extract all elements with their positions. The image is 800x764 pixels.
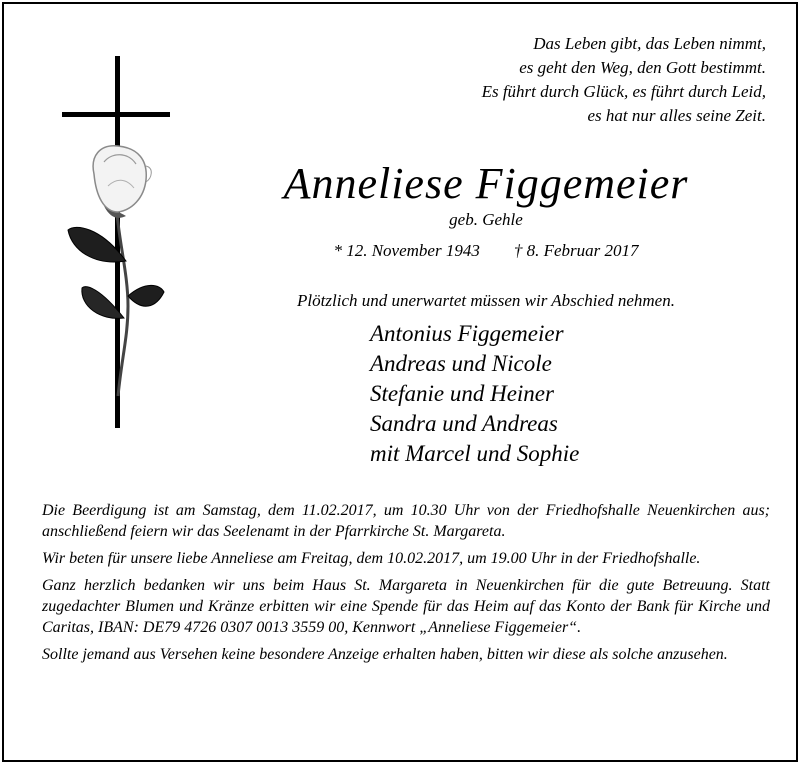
poem-line: es geht den Weg, den Gott bestimmt. bbox=[519, 58, 766, 77]
deceased-name: Anneliese Figgemeier bbox=[283, 159, 689, 208]
cross-with-rose-icon bbox=[60, 56, 170, 436]
mourner: Antonius Figgemeier bbox=[370, 321, 564, 346]
life-dates bbox=[226, 239, 746, 263]
prayer-paragraph: Wir beten für unsere liebe Anneliese am Freitag, dem 10.02.2017, um 19.00 Uhr in der Friedhofshalle. bbox=[42, 550, 701, 567]
mourners-list bbox=[370, 319, 579, 469]
rose-bud bbox=[93, 146, 146, 212]
mourner: Sandra und Andreas bbox=[370, 411, 558, 436]
thanks-paragraph: Ganz herzlich bedanken wir uns beim Haus St. Margareta in Neuenkirchen für die gute Betreuung. Statt zugedachter Blumen und Kränze erbitten wir eine Spende für das Heim auf das Konto der Bank für Kirche und Caritas, IBAN: DE79 4726 0307 0013 3559 00, Kennwort „Anneliese Figgemeier“. bbox=[42, 577, 770, 636]
mourner: Andreas und Nicole bbox=[370, 351, 552, 376]
obituary-notice bbox=[2, 2, 798, 762]
rose-leaf bbox=[128, 285, 164, 306]
poem bbox=[482, 32, 766, 128]
farewell-line: Plötzlich und unerwartet müssen wir Abschied nehmen. bbox=[297, 291, 675, 310]
death-date: † 8. Februar 2017 bbox=[513, 241, 639, 260]
poem-line: es hat nur alles seine Zeit. bbox=[587, 106, 766, 125]
birth-name: geb. Gehle bbox=[449, 210, 523, 229]
cross-horizontal-beam bbox=[62, 112, 170, 117]
funeral-information bbox=[42, 500, 770, 671]
poem-line: Das Leben gibt, das Leben nimmt, bbox=[533, 34, 766, 53]
poem-line: Es führt durch Glück, es führt durch Leid, bbox=[481, 82, 766, 101]
funeral-paragraph: Die Beerdigung ist am Samstag, dem 11.02.2017, um 10.30 Uhr von der Friedhofshalle Neuenkirchen aus; anschließend feiern wir das Seelenamt in der Pfarrkirche St. Margareta. bbox=[42, 502, 770, 540]
closing-paragraph: Sollte jemand aus Versehen keine besondere Anzeige erhalten haben, bitten wir diese als solche anzusehen. bbox=[42, 646, 728, 663]
mourner: mit Marcel und Sophie bbox=[370, 441, 580, 466]
mourner: Stefanie und Heiner bbox=[370, 381, 554, 406]
birth-date: * 12. November 1943 bbox=[333, 241, 480, 260]
